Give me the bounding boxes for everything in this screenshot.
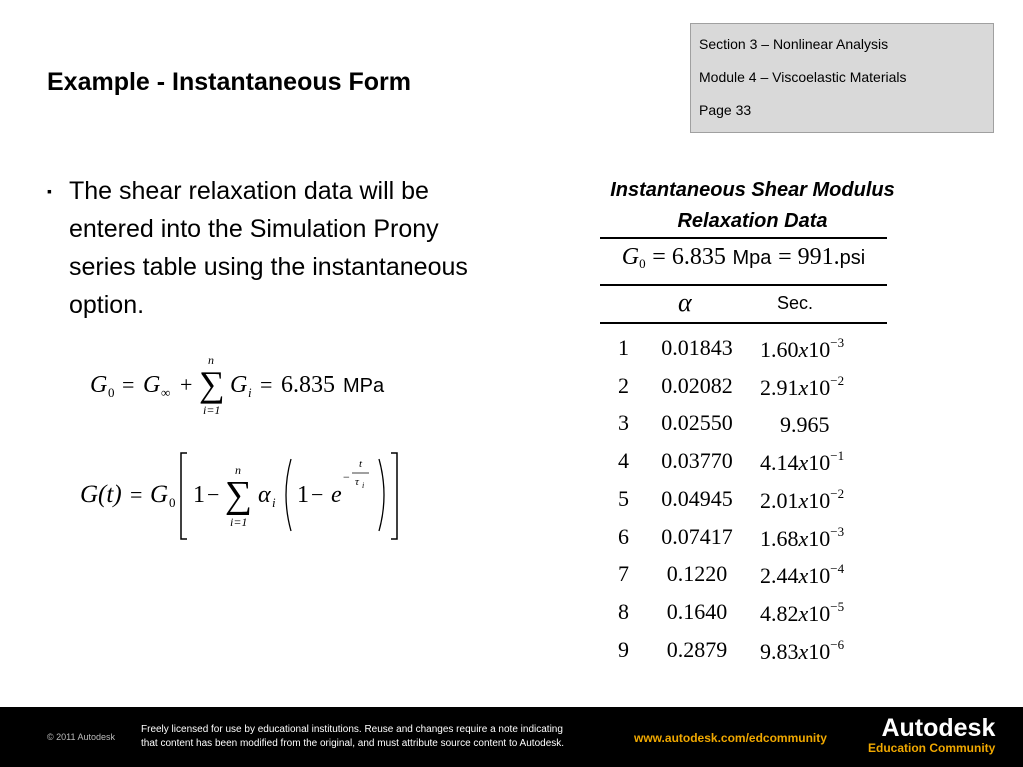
eq1-gi-sub: i <box>248 385 252 400</box>
row-alpha: 0.03770 <box>661 448 733 474</box>
row-alpha: 0.1220 <box>666 561 728 587</box>
row-tau-mantissa: 4.14 <box>760 450 799 476</box>
table-row <box>600 599 887 637</box>
row-tau-mantissa: 9.965 <box>780 412 830 438</box>
row-tau-x10: x10 <box>798 337 831 362</box>
eq2-right-bracket <box>391 453 397 539</box>
row-tau-mantissa: 2.44 <box>760 563 799 589</box>
bullet-square-icon: ▪ <box>47 183 52 199</box>
eq2-alpha: α <box>258 482 271 508</box>
eq2-exp-den-sub: i <box>362 481 365 490</box>
eq1-unit: MPa <box>343 375 385 397</box>
row-index: 3 <box>618 410 629 436</box>
bullet-point <box>47 172 487 324</box>
eq1-g0: G <box>90 372 108 398</box>
row-alpha: 0.01843 <box>661 335 733 360</box>
eq2-left-paren <box>286 459 291 531</box>
row-tau <box>760 448 844 476</box>
row-tau-x10: x10 <box>798 525 831 551</box>
eq1-equals: = <box>122 372 135 397</box>
row-index: 8 <box>618 598 629 624</box>
eq1-ginf-sub: ∞ <box>161 385 171 400</box>
table-header-alpha: α <box>678 288 692 317</box>
footer-license-line1: Freely licensed for use by educational institutions. Reuse and changes require a note indicating <box>141 724 563 735</box>
row-tau-x10: x10 <box>798 374 831 400</box>
autodesk-logo <box>868 715 995 755</box>
eq2-g0-sub: 0 <box>169 495 176 510</box>
equation-g0-sum <box>85 352 405 422</box>
row-tau <box>760 637 844 665</box>
table-top-rule <box>600 237 887 239</box>
equation-relaxation <box>75 445 405 545</box>
table-row <box>600 524 887 562</box>
table-g0-sub: 0 <box>639 256 646 271</box>
eq1-g0-sub: 0 <box>108 385 115 400</box>
row-tau-mantissa: 1.68 <box>760 525 799 551</box>
table-mid-rule <box>600 284 887 286</box>
table-header-sec: Sec. <box>777 293 814 313</box>
table-row <box>600 561 887 599</box>
eq2-left-bracket <box>181 453 187 539</box>
row-index: 5 <box>618 485 629 511</box>
module-label: Module 4 – Viscoelastic Materials <box>699 69 907 85</box>
footer-license <box>141 723 564 751</box>
eq2-exp-den: τ <box>355 476 359 488</box>
row-tau <box>780 410 830 438</box>
bullet-text: The shear relaxation data will be entered into the Simulation Prony series table using the instantaneous option. <box>69 177 468 319</box>
row-tau-exponent: −3 <box>830 335 845 350</box>
eq1-sum-bottom: i=1 <box>203 403 221 417</box>
row-tau-x10: x10 <box>798 638 831 664</box>
row-tau-exponent: −3 <box>830 523 845 539</box>
eq2-sum-symbol: ∑ <box>225 474 253 516</box>
row-alpha: 0.1640 <box>666 598 728 624</box>
row-tau-exponent: −2 <box>830 372 845 388</box>
row-tau-mantissa: 2.01 <box>760 487 799 513</box>
row-tau-exponent: −5 <box>830 598 845 614</box>
footer-copyright: © 2011 Autodesk <box>47 732 116 742</box>
row-tau-exponent: −4 <box>830 561 845 577</box>
eq1-equals-2: = <box>260 372 273 397</box>
page-label: Page 33 <box>699 102 752 118</box>
eq1-value: 6.835 <box>281 372 335 398</box>
eq1-gi: G <box>230 372 248 398</box>
eq1-plus: + <box>180 372 193 397</box>
table-g0-symbol: G <box>621 244 640 270</box>
row-tau <box>760 599 844 627</box>
row-tau-exponent: −2 <box>830 485 845 501</box>
table-row <box>600 410 887 448</box>
eq2-one: 1 <box>193 482 205 508</box>
row-tau <box>760 486 844 514</box>
table-title <box>580 175 925 237</box>
row-tau <box>760 335 844 363</box>
logo-sub-text: Education Community <box>868 741 996 755</box>
table-row <box>600 335 887 373</box>
row-tau-x10: x10 <box>798 600 831 626</box>
row-tau-mantissa: 2.91 <box>760 374 799 400</box>
section-info-box <box>690 23 994 133</box>
eq1-ginf: G <box>143 372 161 398</box>
eq2-sum-bottom: i=1 <box>230 515 248 529</box>
eq2-right-paren <box>379 459 384 531</box>
eq2-inner-minus: − <box>311 482 324 507</box>
row-alpha: 0.07417 <box>661 523 733 549</box>
eq2-inner-one: 1 <box>297 482 309 508</box>
row-index: 6 <box>618 523 629 549</box>
table-row <box>600 486 887 524</box>
table-g0-value-psi: = 991. <box>778 244 840 270</box>
eq2-exp-minus: − <box>343 470 350 484</box>
row-tau-x10: x10 <box>798 487 831 513</box>
section-label: Section 3 – Nonlinear Analysis <box>699 36 889 52</box>
row-tau <box>760 561 844 589</box>
table-g0-unit-mpa: Mpa <box>732 247 772 269</box>
eq2-alpha-sub: i <box>272 495 276 510</box>
row-tau-mantissa: 1.60 <box>760 337 799 362</box>
row-index: 2 <box>618 372 629 398</box>
row-tau-exponent: −6 <box>830 636 845 652</box>
eq1-sum-top: n <box>208 353 214 367</box>
eq2-minus: − <box>207 482 220 507</box>
eq2-exp-num: t <box>359 458 363 470</box>
row-tau <box>760 524 844 552</box>
row-alpha: 0.04945 <box>661 485 733 511</box>
table-row <box>600 373 887 411</box>
row-index: 9 <box>618 636 629 662</box>
row-index: 4 <box>618 448 629 474</box>
eq2-sum-top: n <box>235 463 241 477</box>
row-tau-x10: x10 <box>798 450 831 476</box>
table-row <box>600 448 887 486</box>
row-index: 1 <box>618 335 629 360</box>
row-tau-mantissa: 9.83 <box>760 638 799 664</box>
slide-title: Example - Instantaneous Form <box>47 68 411 96</box>
row-tau <box>760 373 844 401</box>
eq2-e: e <box>331 482 342 508</box>
row-tau-x10: x10 <box>798 563 831 589</box>
table-title-line2: Relaxation Data <box>677 210 828 232</box>
row-alpha: 0.02082 <box>661 372 733 398</box>
row-tau-exponent: −1 <box>830 448 845 464</box>
table-header-rule <box>600 322 887 324</box>
footer-bar <box>0 707 1023 767</box>
row-index: 7 <box>618 561 629 587</box>
footer-license-line2: that content has been modified from the original, and must attribute source content to Autodesk. <box>141 738 565 749</box>
row-alpha: 0.2879 <box>666 636 728 662</box>
table-g0-value: = 6.835 <box>652 244 726 270</box>
footer-url-link[interactable]: www.autodesk.com/edcommunity <box>634 731 827 745</box>
eq1-sum-symbol: ∑ <box>199 364 225 404</box>
table-title-line1: Instantaneous Shear Modulus <box>610 179 895 201</box>
table-g0-row <box>600 243 887 272</box>
eq2-g0: G <box>150 481 169 508</box>
table-g0-unit-psi: psi <box>839 247 866 269</box>
row-tau-mantissa: 4.82 <box>760 600 799 626</box>
table-row <box>600 637 887 675</box>
eq2-lhs: G(t) <box>80 481 122 508</box>
eq2-equals: = <box>130 482 143 507</box>
logo-main-text: Autodesk <box>881 714 996 742</box>
row-alpha: 0.02550 <box>661 410 733 436</box>
